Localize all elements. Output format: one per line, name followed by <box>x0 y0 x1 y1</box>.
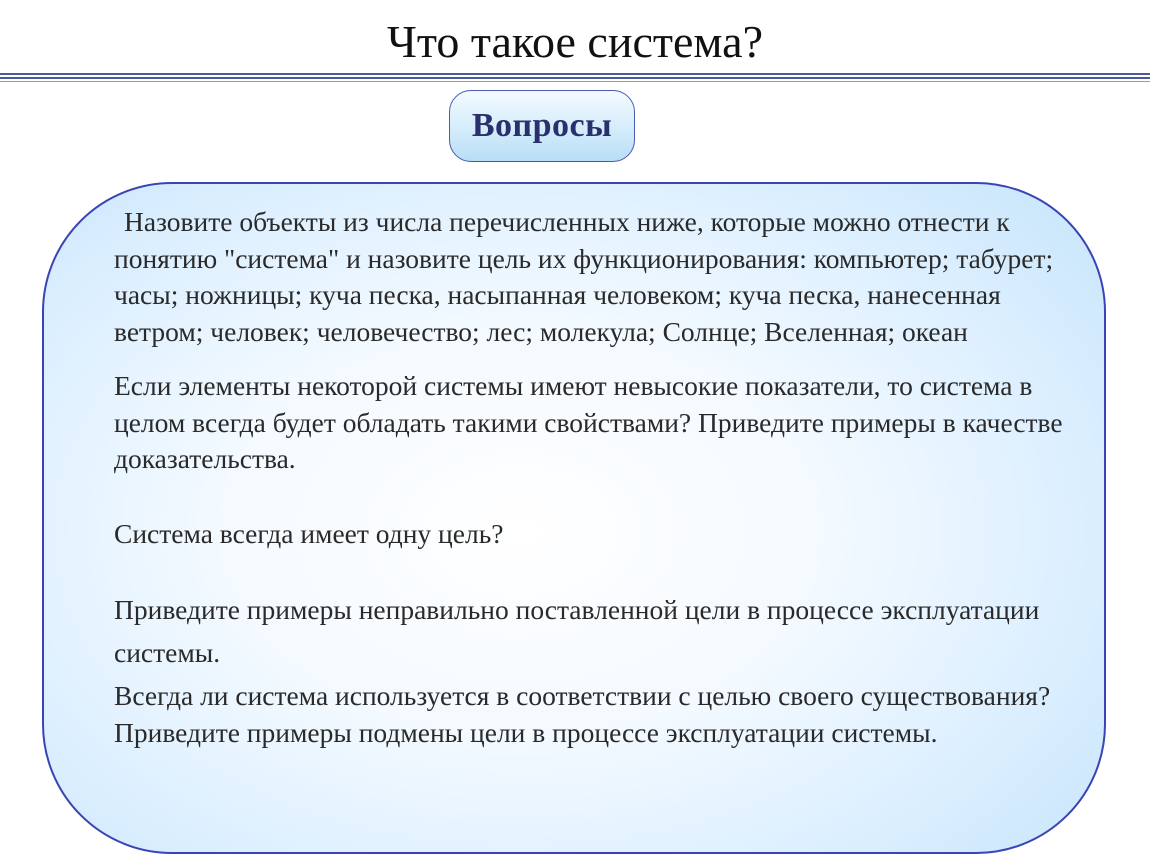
question-item: Приведите примеры неправильно поставленной цели в процессе эксплуатации системы. <box>114 594 1040 668</box>
title-divider-line <box>0 77 1150 79</box>
question-item: Если элементы некоторой системы имеют невысокие показатели, то система в целом всегда будет обладать такими свойствами? Приведите примеры в качестве доказательства. <box>114 370 1063 474</box>
question-item: Система всегда имеет одну цель? <box>114 517 504 549</box>
question-item: Назовите объекты из числа перечисленных ниже, которые можно отнести к понятию "система" и назовите цель их функционирования: компьютер; табурет; часы; ножницы; куча песка, насыпанная человеком; куча песка, нанесенная ветром; человек; человечество; лес; молекула; Солнце; Вселенная; океан <box>114 206 1054 347</box>
slide-title: Что такое система? <box>386 16 764 67</box>
title-divider-line <box>0 81 1150 82</box>
questions-badge-label: Вопросы <box>471 107 613 144</box>
question-item: Всегда ли система используется в соответствии с целью своего существования? Приведите примеры подмены цели в процессе эксплуатации системы. <box>114 680 1051 748</box>
questions-badge <box>449 90 635 162</box>
questions-list <box>114 204 1074 751</box>
questions-panel <box>42 182 1106 854</box>
title-divider-line <box>0 73 1150 75</box>
